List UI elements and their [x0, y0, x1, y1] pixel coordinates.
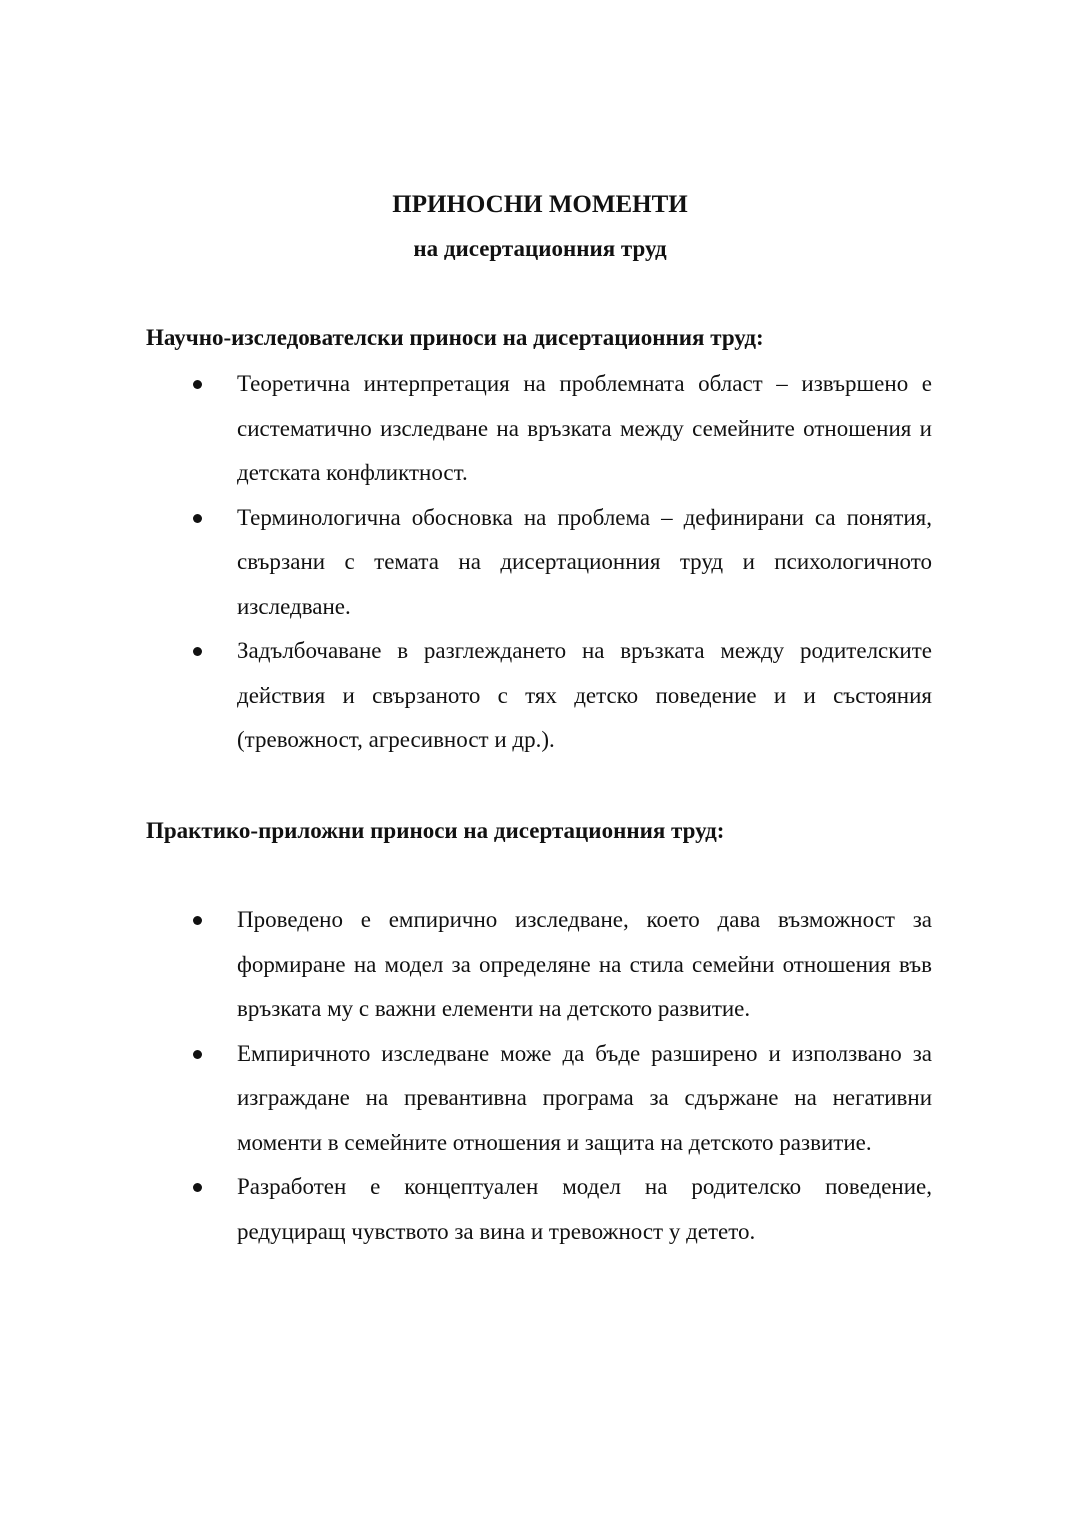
list-item — [0, 629, 1080, 763]
list-item-text: Емпиричното изследване може да бъде разширено и използвано за изграждане на превантивна програма за сдържане на негативни моменти в семейните отношения и защита на детското развитие. — [237, 1040, 932, 1155]
list-item — [0, 496, 1080, 630]
document-subtitle: на дисертационния труд — [413, 236, 667, 261]
bullet-icon — [193, 1183, 202, 1192]
bullet-icon — [193, 380, 202, 389]
practical-contributions-list — [0, 898, 1080, 1254]
bullet-icon — [193, 647, 202, 656]
list-item — [0, 898, 1080, 1032]
scientific-contributions-list — [0, 362, 1080, 763]
list-item — [0, 362, 1080, 496]
list-item-text: Терминологична обосновка на проблема – дефинирани са понятия, свързани с темата на дисертационния труд и психологичното изследване. — [237, 504, 932, 619]
list-item-text: Проведено е емпирично изследване, което дава възможност за формиране на модел за определяне на стила семейни отношения във връзката му с важни елементи на детското развитие. — [237, 907, 932, 1021]
document-title: ПРИНОСНИ МОМЕНТИ — [392, 191, 688, 218]
section-heading-practical: Практико-приложни приноси на дисертационния труд: — [146, 818, 725, 843]
list-item-text: Разработен е концептуален модел на родителско поведение, редуциращ чувството за вина и тревожност у детето. — [237, 1174, 932, 1244]
list-item-text: Теоретична интерпретация на проблемната област – извършено е систематично изследване на връзката между семейните отношения и детската конфликтност. — [237, 371, 932, 485]
list-item — [0, 1165, 1080, 1254]
list-item — [0, 1032, 1080, 1166]
bullet-icon — [193, 514, 202, 523]
section-heading-scientific: Научно-изследователски приноси на дисертационния труд: — [146, 325, 764, 350]
list-item-text: Задълбочаване в разглеждането на връзката между родителските действия и свързаното с тях детско поведение и и състояния (тревожност, агресивност и др.). — [237, 638, 932, 752]
bullet-icon — [193, 1050, 202, 1059]
bullet-icon — [193, 916, 202, 925]
